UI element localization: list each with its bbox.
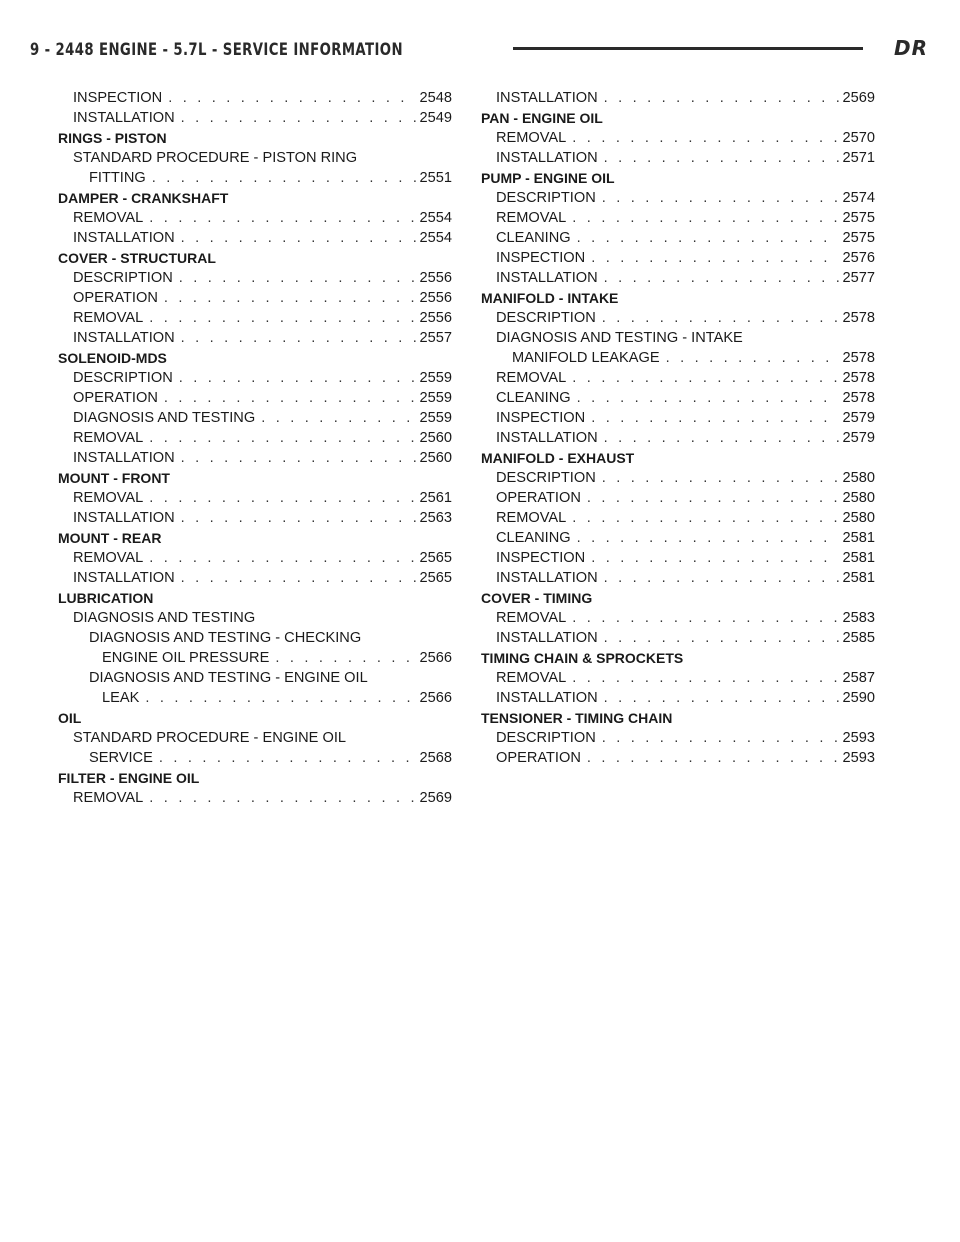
toc-entry[interactable] <box>481 668 875 688</box>
toc-entry-label: REMOVAL <box>496 510 567 526</box>
toc-leader-dots <box>181 568 416 588</box>
toc-leader-dots <box>159 748 416 768</box>
toc-page-number: 2571 <box>842 150 875 166</box>
toc-leader-dots <box>572 368 838 388</box>
toc-leader-dots <box>604 148 839 168</box>
toc-page-number: 2579 <box>842 430 875 446</box>
toc-section-heading: SOLENOID-MDS <box>58 350 167 366</box>
toc-page-number: 2556 <box>419 290 452 306</box>
toc-leader-dots <box>275 648 415 668</box>
toc-entry-label: INSTALLATION <box>496 430 598 446</box>
toc-page-number: 2590 <box>842 690 875 706</box>
toc-leader-dots <box>591 408 838 428</box>
toc-leader-dots <box>572 508 838 528</box>
toc-entry-label: INSPECTION <box>496 550 586 566</box>
toc-entry[interactable] <box>481 188 875 208</box>
toc-entry-label: REMOVAL <box>496 210 567 226</box>
toc-page-number: 2560 <box>419 430 452 446</box>
toc-page-number: 2575 <box>842 230 875 246</box>
toc-entry[interactable] <box>58 268 452 288</box>
toc-page-number: 2565 <box>419 550 452 566</box>
toc-leader-dots <box>604 568 839 588</box>
toc-page-number: 2557 <box>419 330 452 346</box>
toc-leader-dots <box>152 168 416 188</box>
toc-entry-label: REMOVAL <box>73 790 144 806</box>
toc-page-number: 2578 <box>842 390 875 406</box>
toc-entry-label: OPERATION <box>73 390 158 406</box>
toc-leader-dots <box>604 428 839 448</box>
toc-right-column <box>481 88 875 768</box>
toc-leader-dots <box>587 488 839 508</box>
toc-leader-dots <box>179 368 416 388</box>
toc-entry[interactable] <box>58 408 452 428</box>
toc-entry[interactable] <box>481 508 875 528</box>
toc-entry[interactable] <box>481 88 875 108</box>
toc-page-number: 2580 <box>842 510 875 526</box>
toc-page-number: 2581 <box>842 530 875 546</box>
toc-entry[interactable] <box>58 748 452 768</box>
toc-section-heading: TENSIONER - TIMING CHAIN <box>481 710 673 726</box>
toc-page-number: 2578 <box>842 310 875 326</box>
toc-page-number: 2563 <box>419 510 452 526</box>
toc-entry-label: INSTALLATION <box>73 110 175 126</box>
toc-entry[interactable] <box>481 748 875 768</box>
toc-leader-dots <box>587 748 839 768</box>
toc-subheading: DIAGNOSIS AND TESTING <box>73 610 256 626</box>
toc-entry-label: OPERATION <box>496 490 581 506</box>
toc-entry[interactable] <box>481 568 875 588</box>
toc-page-number: 2560 <box>419 450 452 466</box>
toc-page-number: 2554 <box>419 210 452 226</box>
toc-entry[interactable] <box>481 468 875 488</box>
toc-leader-dots <box>572 608 838 628</box>
toc-entry[interactable] <box>58 488 452 508</box>
toc-leader-dots <box>168 88 415 108</box>
toc-entry-label: DESCRIPTION <box>496 190 596 206</box>
toc-entry[interactable] <box>481 728 875 748</box>
toc-entry-label: INSTALLATION <box>73 450 175 466</box>
toc-leader-dots <box>179 268 416 288</box>
toc-entry[interactable] <box>481 268 875 288</box>
toc-leader-dots <box>577 528 839 548</box>
toc-entry-label: INSPECTION <box>496 410 586 426</box>
toc-entry[interactable] <box>481 128 875 148</box>
toc-entry-label: FITTING <box>89 170 146 186</box>
toc-entry[interactable] <box>58 448 452 468</box>
toc-section-heading: TIMING CHAIN & SPROCKETS <box>481 650 684 666</box>
toc-subheading: DIAGNOSIS AND TESTING - INTAKE <box>496 330 743 346</box>
toc-subheading: DIAGNOSIS AND TESTING - CHECKING <box>89 630 362 646</box>
toc-leader-dots <box>602 728 839 748</box>
toc-section-heading: PAN - ENGINE OIL <box>481 110 603 126</box>
toc-section-heading: DAMPER - CRANKSHAFT <box>58 190 229 206</box>
toc-page-number: 2578 <box>842 350 875 366</box>
toc-leader-dots <box>591 548 838 568</box>
toc-entry[interactable] <box>481 688 875 708</box>
toc-page-number: 2548 <box>419 90 452 106</box>
toc-entry[interactable] <box>481 548 875 568</box>
toc-leader-dots <box>604 268 839 288</box>
toc-page-number: 2559 <box>419 370 452 386</box>
toc-leader-dots <box>181 108 416 128</box>
toc-entry[interactable] <box>58 648 452 668</box>
toc-page-number: 2580 <box>842 490 875 506</box>
toc-entry[interactable] <box>481 368 875 388</box>
toc-entry-label: INSTALLATION <box>496 90 598 106</box>
toc-entry[interactable] <box>58 788 452 808</box>
toc-page-number: 2561 <box>419 490 452 506</box>
toc-entry-label: DESCRIPTION <box>496 470 596 486</box>
toc-page-number: 2566 <box>419 690 452 706</box>
toc-page-number: 2575 <box>842 210 875 226</box>
toc-section-heading: LUBRICATION <box>58 590 154 606</box>
toc-entry[interactable] <box>58 168 452 188</box>
toc-page-number: 2570 <box>842 130 875 146</box>
toc-page-number: 2559 <box>419 410 452 426</box>
toc-section-heading: COVER - TIMING <box>481 590 593 606</box>
toc-page-number: 2593 <box>842 750 875 766</box>
toc-entry-label: REMOVAL <box>496 370 567 386</box>
toc-leader-dots <box>591 248 838 268</box>
toc-leader-dots <box>145 688 415 708</box>
toc-entry[interactable] <box>481 408 875 428</box>
toc-entry-label: REMOVAL <box>73 210 144 226</box>
toc-entry[interactable] <box>481 388 875 408</box>
toc-leader-dots <box>602 308 839 328</box>
toc-entry-label: OPERATION <box>496 750 581 766</box>
toc-entry-label: REMOVAL <box>496 670 567 686</box>
toc-page-number: 2585 <box>842 630 875 646</box>
toc-leader-dots <box>602 468 839 488</box>
page-header <box>30 36 928 64</box>
toc-page-number: 2554 <box>419 230 452 246</box>
toc-entry[interactable] <box>481 528 875 548</box>
toc-leader-dots <box>149 428 415 448</box>
toc-page-number: 2559 <box>419 390 452 406</box>
toc-section-heading: PUMP - ENGINE OIL <box>481 170 615 186</box>
toc-entry[interactable] <box>58 308 452 328</box>
toc-entry-label: INSTALLATION <box>496 570 598 586</box>
toc-entry-label: REMOVAL <box>73 430 144 446</box>
toc-entry-label: INSTALLATION <box>496 630 598 646</box>
toc-entry[interactable] <box>58 508 452 528</box>
toc-entry-label: DESCRIPTION <box>496 310 596 326</box>
toc-entry[interactable] <box>58 388 452 408</box>
toc-entry[interactable] <box>58 328 452 348</box>
toc-leader-dots <box>149 308 415 328</box>
toc-entry[interactable] <box>481 348 875 368</box>
toc-entry[interactable] <box>58 568 452 588</box>
toc-leader-dots <box>181 228 416 248</box>
toc-entry[interactable] <box>481 628 875 648</box>
toc-leader-dots <box>572 128 838 148</box>
toc-entry-label: DESCRIPTION <box>496 730 596 746</box>
toc-page-number: 2578 <box>842 370 875 386</box>
toc-entry-label: DESCRIPTION <box>73 270 173 286</box>
toc-section-heading: MANIFOLD - EXHAUST <box>481 450 635 466</box>
header-rule <box>513 47 863 50</box>
toc-entry-label: CLEANING <box>496 390 571 406</box>
toc-page-number: 2569 <box>842 90 875 106</box>
toc-page-number: 2587 <box>842 670 875 686</box>
header-code: DR <box>893 36 928 60</box>
toc-entry-label: INSPECTION <box>496 250 586 266</box>
toc-page-number: 2581 <box>842 570 875 586</box>
toc-entry[interactable] <box>481 308 875 328</box>
toc-page-number: 2549 <box>419 110 452 126</box>
toc-entry[interactable] <box>58 228 452 248</box>
toc-entry[interactable] <box>58 88 452 108</box>
toc-subheading: DIAGNOSIS AND TESTING - ENGINE OIL <box>89 670 368 686</box>
toc-entry-label: REMOVAL <box>73 550 144 566</box>
toc-leader-dots <box>181 448 416 468</box>
toc-leader-dots <box>572 208 838 228</box>
toc-entry[interactable] <box>481 148 875 168</box>
toc-page-number: 2569 <box>419 790 452 806</box>
toc-entry-label: LEAK <box>102 690 140 706</box>
toc-entry[interactable] <box>481 248 875 268</box>
toc-entry-label: REMOVAL <box>496 130 567 146</box>
toc-leader-dots <box>261 408 415 428</box>
toc-section-heading: COVER - STRUCTURAL <box>58 250 216 266</box>
toc-leader-dots <box>181 508 416 528</box>
toc-leader-dots <box>604 688 839 708</box>
toc-page-number: 2556 <box>419 310 452 326</box>
toc-leader-dots <box>149 548 415 568</box>
toc-entry[interactable] <box>58 428 452 448</box>
toc-entry-label: INSTALLATION <box>496 690 598 706</box>
toc-subheading: STANDARD PROCEDURE - ENGINE OIL <box>73 730 346 746</box>
toc-entry-label: INSTALLATION <box>73 510 175 526</box>
toc-page-number: 2580 <box>842 470 875 486</box>
toc-page-number: 2576 <box>842 250 875 266</box>
toc-section-heading: RINGS - PISTON <box>58 130 167 146</box>
toc-entry[interactable] <box>481 428 875 448</box>
toc-page-number: 2551 <box>419 170 452 186</box>
toc-leader-dots <box>164 288 416 308</box>
toc-entry-label: CLEANING <box>496 530 571 546</box>
toc-leader-dots <box>577 388 839 408</box>
toc-entry[interactable] <box>58 208 452 228</box>
toc-entry-label: INSTALLATION <box>73 570 175 586</box>
toc-entry-label: REMOVAL <box>496 610 567 626</box>
toc-leader-dots <box>181 328 416 348</box>
toc-page-number: 2583 <box>842 610 875 626</box>
toc-leader-dots <box>577 228 839 248</box>
toc-leader-dots <box>572 668 838 688</box>
toc-entry-label: DIAGNOSIS AND TESTING <box>73 410 256 426</box>
toc-entry-label: REMOVAL <box>73 490 144 506</box>
toc-page-number: 2566 <box>419 650 452 666</box>
toc-leader-dots <box>604 88 839 108</box>
toc-entry[interactable] <box>58 288 452 308</box>
toc-left-column <box>58 88 452 808</box>
toc-page-number: 2556 <box>419 270 452 286</box>
toc-section-heading: FILTER - ENGINE OIL <box>58 770 200 786</box>
toc-entry-label: CLEANING <box>496 230 571 246</box>
toc-entry[interactable] <box>481 228 875 248</box>
toc-entry[interactable] <box>481 608 875 628</box>
toc-entry-label: INSTALLATION <box>496 150 598 166</box>
toc-section-heading: MANIFOLD - INTAKE <box>481 290 619 306</box>
toc-entry-label: INSTALLATION <box>496 270 598 286</box>
toc-entry[interactable] <box>58 548 452 568</box>
toc-entry-label: DESCRIPTION <box>73 370 173 386</box>
toc-leader-dots <box>602 188 839 208</box>
toc-entry-label: INSTALLATION <box>73 330 175 346</box>
toc-leader-dots <box>149 488 415 508</box>
toc-entry-label: MANIFOLD LEAKAGE <box>512 350 660 366</box>
toc-entry-label: INSTALLATION <box>73 230 175 246</box>
toc-page-number: 2581 <box>842 550 875 566</box>
toc-entry[interactable] <box>481 488 875 508</box>
toc-section-heading: OIL <box>58 710 82 726</box>
toc-leader-dots <box>149 208 415 228</box>
toc-leader-dots <box>666 348 839 368</box>
toc-entry-label: REMOVAL <box>73 310 144 326</box>
toc-page-number: 2568 <box>419 750 452 766</box>
toc-entry-label: SERVICE <box>89 750 153 766</box>
toc-leader-dots <box>149 788 415 808</box>
toc-page-number: 2593 <box>842 730 875 746</box>
toc-entry-label: ENGINE OIL PRESSURE <box>102 650 270 666</box>
toc-subheading: STANDARD PROCEDURE - PISTON RING <box>73 150 358 166</box>
toc-page-number: 2577 <box>842 270 875 286</box>
toc-page-number: 2574 <box>842 190 875 206</box>
header-title: 9 - 2448 ENGINE - 5.7L - SERVICE INFORMATION <box>30 40 403 60</box>
toc-entry-label: OPERATION <box>73 290 158 306</box>
toc-entry[interactable] <box>58 688 452 708</box>
toc-entry[interactable] <box>58 108 452 128</box>
toc-entry[interactable] <box>58 368 452 388</box>
toc-section-heading: MOUNT - REAR <box>58 530 162 546</box>
toc-leader-dots <box>604 628 839 648</box>
toc-section-heading: MOUNT - FRONT <box>58 470 170 486</box>
toc-leader-dots <box>164 388 416 408</box>
toc-entry-label: INSPECTION <box>73 90 163 106</box>
toc-page-number: 2565 <box>419 570 452 586</box>
toc-page-number: 2579 <box>842 410 875 426</box>
toc-entry[interactable] <box>481 208 875 228</box>
